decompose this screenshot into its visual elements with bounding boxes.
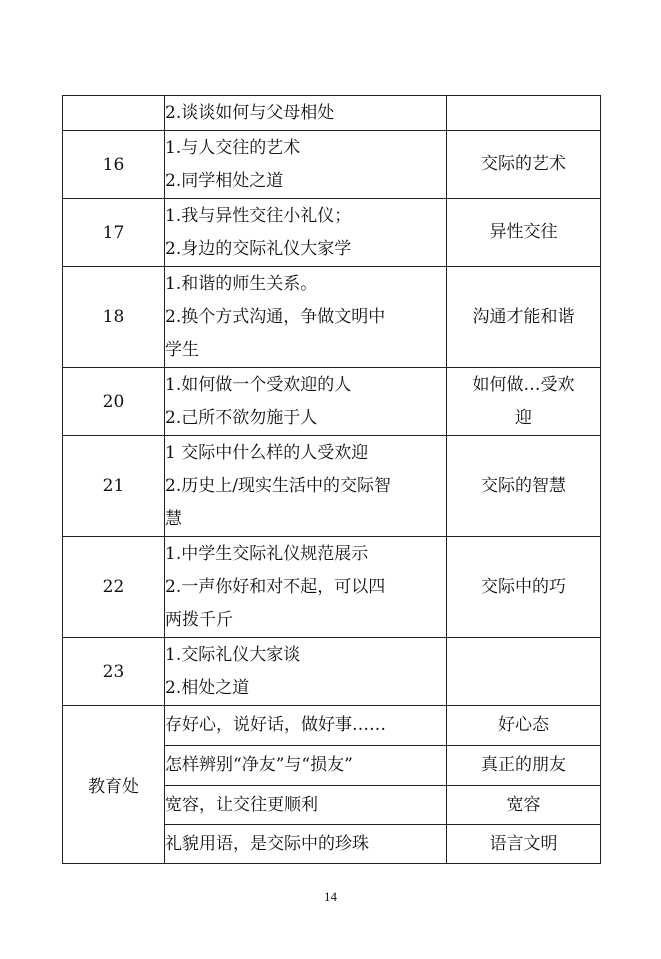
theme-cell: 语言文明 — [447, 825, 601, 864]
theme-line: 如何做…受欢 — [472, 374, 575, 395]
activity-cell — [165, 199, 447, 267]
page-number: 14 — [324, 889, 337, 904]
session-number — [63, 96, 165, 131]
theme-cell — [447, 368, 601, 436]
activity-line: 2.身边的交际礼仪大家学 — [165, 238, 352, 259]
activity-cell — [165, 131, 447, 199]
activity-cell — [165, 436, 447, 537]
session-number: 23 — [63, 638, 165, 706]
activity-line: 1.中学生交际礼仪规范展示 — [165, 543, 369, 564]
activity-cell — [165, 96, 447, 131]
session-number: 22 — [63, 537, 165, 638]
office-label: 教育处 — [63, 706, 165, 864]
activity-line: 2.相处之道 — [165, 677, 250, 698]
activity-line: 学生 — [165, 339, 199, 360]
table-row — [63, 706, 601, 746]
activity-line: 1.和谐的师生关系。 — [165, 273, 318, 294]
activity-line: 1.我与异性交往小礼仪； — [165, 205, 352, 226]
theme-line: 迎 — [515, 407, 532, 428]
activity-cell: 礼貌用语，是交际中的珍珠 — [165, 825, 447, 864]
activity-line: 2.同学相处之道 — [165, 170, 284, 191]
table-row — [63, 267, 601, 368]
schedule-table — [62, 95, 601, 864]
activity-cell: 宽容，让交往更顺利 — [165, 786, 447, 825]
activity-line: 1 交际中什么样的人受欢迎 — [165, 442, 369, 463]
table-row — [63, 368, 601, 436]
theme-cell — [447, 96, 601, 131]
activity-cell — [165, 368, 447, 436]
session-number: 18 — [63, 267, 165, 368]
activity-line: 1.与人交往的艺术 — [165, 137, 301, 158]
activity-line: 2.谈谈如何与父母相处 — [165, 102, 335, 123]
theme-cell: 交际的智慧 — [447, 436, 601, 537]
activity-line: 1.交际礼仪大家谈 — [165, 644, 301, 665]
activity-line: 慧 — [165, 508, 182, 529]
table-row — [63, 199, 601, 267]
activity-line: 1.如何做一个受欢迎的人 — [165, 374, 352, 395]
theme-cell: 好心态 — [447, 706, 601, 746]
theme-cell: 交际中的巧 — [447, 537, 601, 638]
session-number: 21 — [63, 436, 165, 537]
activity-line: 2.历史上/现实生活中的交际智 — [165, 475, 391, 496]
theme-cell: 宽容 — [447, 786, 601, 825]
theme-cell: 沟通才能和谐 — [447, 267, 601, 368]
session-number: 16 — [63, 131, 165, 199]
table-row — [63, 537, 601, 638]
activity-cell — [165, 638, 447, 706]
table-row — [63, 638, 601, 706]
table-row — [63, 131, 601, 199]
activity-cell — [165, 537, 447, 638]
activity-cell: 存好心，说好话，做好事…… — [165, 706, 447, 746]
session-number: 20 — [63, 368, 165, 436]
table-row — [63, 96, 601, 131]
table-row — [63, 436, 601, 537]
theme-cell: 异性交往 — [447, 199, 601, 267]
theme-cell: 交际的艺术 — [447, 131, 601, 199]
session-number: 17 — [63, 199, 165, 267]
theme-cell: 真正的朋友 — [447, 746, 601, 786]
activity-cell: 怎样辨别“净友”与“损友” — [165, 746, 447, 786]
activity-line: 2.一声你好和对不起，可以四 — [165, 576, 386, 597]
activity-cell — [165, 267, 447, 368]
activity-line: 2.换个方式沟通，争做文明中 — [165, 306, 386, 327]
theme-cell — [447, 638, 601, 706]
activity-line: 两拨千斤 — [165, 609, 233, 630]
activity-line: 2.己所不欲勿施于人 — [165, 407, 318, 428]
